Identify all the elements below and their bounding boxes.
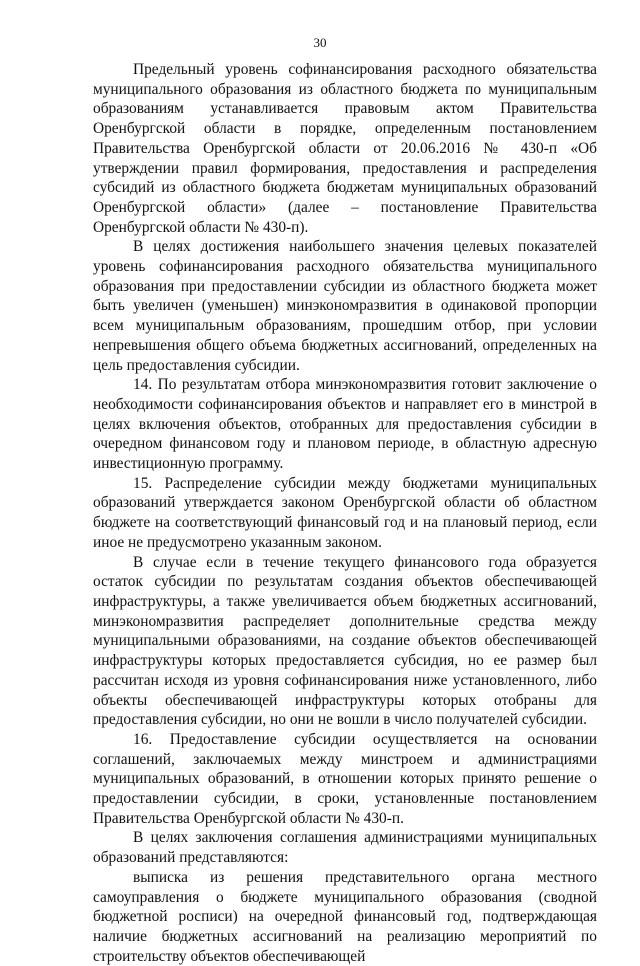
paragraph: 15. Распределение субсидии между бюджетами муниципальных образований утверждается законом Оренбургской области об областном бюджете на соответствующий финансовый год и на плановый период, если иное не предусмотрено указанным законом. bbox=[93, 474, 597, 551]
paragraph: Предельный уровень софинансирования расходного обязательства муниципального образования из областного бюджета по муниципальным образованиям устанавливается правовым актом Правительства Оренбургской области в порядке, определенным постановлением Правительства Оренбургской области от 20.06.2016 № 430-п «Об утверждении правил формирования, предоставления и распределения субсидий из областного бюджета бюджетам муниципальных образований Оренбургской области» (далее – постановление Правительства Оренбургской области № 430-п). bbox=[93, 61, 597, 236]
paragraph: В целях заключения соглашения администрациями муниципальных образований представляются: bbox=[93, 829, 597, 867]
paragraph: В целях достижения наибольшего значения целевых показателей уровень софинансирования расходного обязательства муниципального образования при предоставлении субсидии из областного бюджета может быть увеличен (уменьшен) минэкономразвития в одинаковой пропорции всем муниципальным образованиям, прошедшим отбор, при условии непревышения общего объема бюджетных ассигнований, определенных на цель предоставления субсидии. bbox=[93, 238, 597, 374]
paragraph: В случае если в течение текущего финансового года образуется остаток субсидии по результатам создания объектов обеспечивающей инфраструктуры, а также увеличивается объем бюджетных ассигнований, минэкономразвития распределяет дополнительные средства между муниципальными образованиями, на создание объектов обеспечивающей инфраструктуры которых предоставляется субсидия, но ее размер был рассчитан исходя из уровня софинансирования ниже установленного, либо объекты обеспечивающей инфраструктуры которых отобраны для предоставления субсидии, но они не вошли в число получателей субсидии. bbox=[93, 553, 597, 729]
document-body bbox=[93, 60, 597, 966]
page-number: 30 bbox=[313, 35, 327, 50]
paragraph: 14. По результатам отбора минэкономразвития готовит заключение о необходимости софинансирования объектов и направляет его в минстрой в целях включения объектов, отобранных для предоставления субсидии в очередном финансовом году и плановом периоде, в областную адресную инвестиционную программу. bbox=[93, 376, 597, 473]
paragraph: выписка из решения представительного органа местного самоуправления о бюджете муниципального образования (сводной бюджетной росписи) на очередной финансовый год, подтверждающая наличие бюджетных ассигнований на реализацию мероприятий по строительству объектов обеспечивающей bbox=[93, 868, 597, 965]
paragraph: 16. Предоставление субсидии осуществляется на основании соглашений, заключаемых между минстроем и администрациями муниципальных образований, в отношении которых принято решение о предоставлении субсидии, в сроки, установленные постановлением Правительства Оренбургской области № 430-п. bbox=[93, 730, 597, 827]
